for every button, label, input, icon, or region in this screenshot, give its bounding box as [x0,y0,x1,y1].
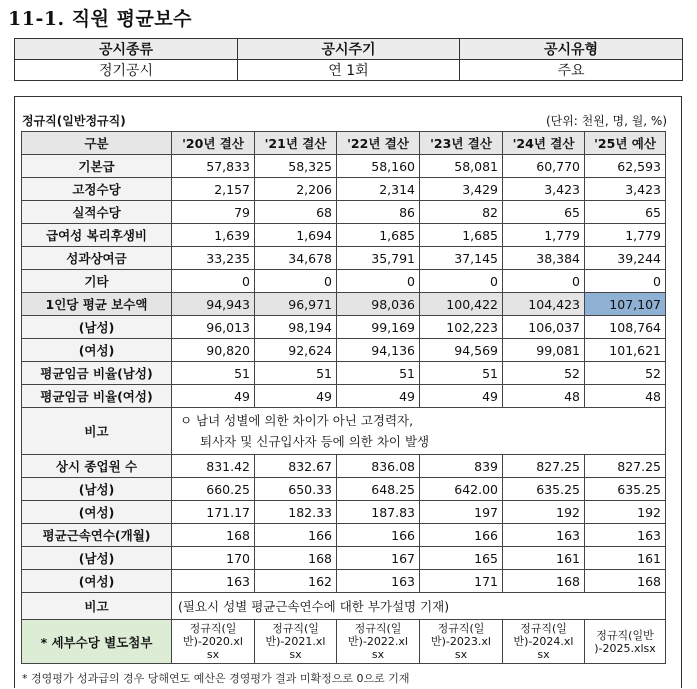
value-cell: 104,423 [503,293,585,316]
attachment-file-name: 반)-2023.xl [431,635,491,648]
value-cell: 192 [503,501,585,524]
value-cell: 197 [420,501,503,524]
value-cell: 168 [585,570,666,593]
table-row [22,247,666,270]
value-cell: 831.42 [172,455,255,478]
salary-table [21,131,666,664]
value-cell: 0 [255,270,337,293]
row-label: (여성) [22,570,172,593]
value-cell: 0 [420,270,503,293]
value-cell: 51 [337,362,420,385]
remark-row [22,593,666,620]
attachment-file-name: sx [206,648,220,661]
row-label: (남성) [22,316,172,339]
year-header: '21년 결산 [255,132,337,155]
value-cell: 57,833 [172,155,255,178]
value-cell: 48 [585,385,666,408]
value-cell: 65 [585,201,666,224]
table-row [22,385,666,408]
value-cell: 58,160 [337,155,420,178]
attachment-file-name: )-2025.xlsx [594,641,656,655]
value-cell: 51 [255,362,337,385]
year-header: '25년 예산 [585,132,666,155]
table-row [22,201,666,224]
selected-value-cell[interactable]: 107,107 [585,293,666,316]
row-label: 실적수당 [22,201,172,224]
value-cell: 68 [255,201,337,224]
value-cell: 49 [172,385,255,408]
remark-text [172,408,666,455]
value-cell: 79 [172,201,255,224]
table-row [22,570,666,593]
row-label: (여성) [22,501,172,524]
value-cell: 99,081 [503,339,585,362]
remark-label: 비고 [22,408,172,455]
value-cell: 100,422 [420,293,503,316]
value-cell: 98,036 [337,293,420,316]
value-cell: 49 [420,385,503,408]
attachment-file-name: 반)-2021.xl [265,635,326,648]
value-cell: 171 [420,570,503,593]
value-cell: 650.33 [255,478,337,501]
value-cell: 90,820 [172,339,255,362]
attachment-file-name: sx [289,648,302,661]
value-cell: 648.25 [337,478,420,501]
value-cell: 2,206 [255,178,337,201]
value-cell: 1,685 [420,224,503,247]
value-cell: 161 [503,547,585,570]
value-cell: 96,013 [172,316,255,339]
value-cell: 192 [585,501,666,524]
value-cell: 52 [585,362,666,385]
value-cell: 92,624 [255,339,337,362]
value-cell: 52 [503,362,585,385]
value-cell: 51 [172,362,255,385]
page-title: 11-1. 직원 평균보수 [8,8,193,30]
value-cell: 635.25 [585,478,666,501]
value-cell: 168 [172,524,255,547]
attachment-file-link[interactable] [337,620,420,664]
value-cell: 836.08 [337,455,420,478]
table-header-row [22,132,666,155]
row-label: 상시 종업원 수 [22,455,172,478]
value-cell: 34,678 [255,247,337,270]
year-header: '24년 결산 [503,132,585,155]
value-cell: 51 [420,362,503,385]
table-row [22,501,666,524]
value-cell: 102,223 [420,316,503,339]
attachment-file-link[interactable] [585,620,666,664]
value-cell: 99,169 [337,316,420,339]
value-cell: 98,194 [255,316,337,339]
table-row [22,455,666,478]
value-cell: 0 [503,270,585,293]
table-row [22,316,666,339]
value-cell: 38,384 [503,247,585,270]
row-label: 급여성 복리후생비 [22,224,172,247]
year-header: '22년 결산 [337,132,420,155]
value-cell: 163 [585,524,666,547]
attachment-file-name: 정규직(일 [520,622,567,635]
row-label: (남성) [22,547,172,570]
table-row [22,362,666,385]
value-cell: 1,685 [337,224,420,247]
attachment-file-name: sx [371,648,385,661]
value-cell: 86 [337,201,420,224]
row-label: (여성) [22,339,172,362]
value-cell: 2,314 [337,178,420,201]
attachment-file-link[interactable] [420,620,503,664]
value-cell: 3,423 [503,178,585,201]
value-cell: 167 [337,547,420,570]
value-cell: 82 [420,201,503,224]
value-cell: 94,136 [337,339,420,362]
attachment-file-name: 정규직(일 [437,622,485,635]
value-cell: 106,037 [503,316,585,339]
value-cell: 1,694 [255,224,337,247]
value-cell: 182.33 [255,501,337,524]
remark-text: (필요시 성별 평균근속연수에 대한 부가설명 기재) [172,593,666,620]
disclosure-header: 공시종류 [15,39,238,60]
disclosure-info-table [14,38,683,81]
value-cell: 1,639 [172,224,255,247]
value-cell: 827.25 [503,455,585,478]
row-label: 1인당 평균 보수액 [22,293,172,316]
value-cell: 187.83 [337,501,420,524]
value-cell: 37,145 [420,247,503,270]
value-cell: 642.00 [420,478,503,501]
value-cell: 163 [337,570,420,593]
value-cell: 33,235 [172,247,255,270]
table-row [22,547,666,570]
value-cell: 171.17 [172,501,255,524]
value-cell: 0 [337,270,420,293]
attachment-file-name: 반)-2024.xl [513,635,574,648]
attachment-file-name: 정규직(일 [354,622,402,635]
value-cell: 35,791 [337,247,420,270]
table-row [22,524,666,547]
disclosure-header: 공시유형 [460,39,683,60]
header-label: 구분 [22,132,172,155]
value-cell: 168 [503,570,585,593]
value-cell: 166 [420,524,503,547]
value-cell: 101,621 [585,339,666,362]
attachment-file-name: 반)-2022.xl [348,635,408,648]
row-label: 평균근속연수(개월) [22,524,172,547]
value-cell: 49 [255,385,337,408]
attachment-row [22,620,666,664]
attachment-file-link[interactable] [255,620,337,664]
table-row [22,224,666,247]
value-cell: 96,971 [255,293,337,316]
row-label: 평균임금 비율(남성) [22,362,172,385]
value-cell: 39,244 [585,247,666,270]
disclosure-header: 공시주기 [238,39,460,60]
value-cell: 162 [255,570,337,593]
attachment-file-name: sx [537,648,550,661]
row-label: (남성) [22,478,172,501]
value-cell: 58,325 [255,155,337,178]
value-cell: 839 [420,455,503,478]
value-cell: 94,943 [172,293,255,316]
attachment-file-name: 정규직(일 [272,622,319,635]
value-cell: 65 [503,201,585,224]
table-row [22,155,666,178]
attachment-label: * 세부수당 별도첨부 [22,620,172,664]
remark-row [22,408,666,455]
value-cell: 60,770 [503,155,585,178]
table-row [22,339,666,362]
value-cell: 2,157 [172,178,255,201]
attachment-file-name: 정규직(일 [189,622,237,635]
remark-line: ㅇ 남녀 성별에 의한 차이가 아닌 고경력자, [180,413,414,428]
value-cell: 108,764 [585,316,666,339]
value-cell: 48 [503,385,585,408]
value-cell: 165 [420,547,503,570]
disclosure-value: 연 1회 [238,60,460,81]
value-cell: 49 [337,385,420,408]
attachment-file-name: 정규직(일반 [596,628,654,642]
attachment-file-link[interactable] [503,620,585,664]
value-cell: 62,593 [585,155,666,178]
value-cell: 1,779 [503,224,585,247]
disclosure-value: 정기공시 [15,60,238,81]
table-row [22,270,666,293]
attachment-file-name: 반)-2020.xl [183,635,243,648]
row-label: 평균임금 비율(여성) [22,385,172,408]
remark-label: 비고 [22,593,172,620]
value-cell: 1,779 [585,224,666,247]
value-cell: 161 [585,547,666,570]
value-cell: 3,423 [585,178,666,201]
row-label: 기타 [22,270,172,293]
value-cell: 166 [337,524,420,547]
table-row [22,478,666,501]
footnote: * 경영평가 성과급의 경우 당해연도 예산은 경영평가 결과 미확정으로 0으로 기재 [22,672,410,685]
value-cell: 166 [255,524,337,547]
value-cell: 168 [255,547,337,570]
unit-note: (단위: 천원, 명, 월, %) [545,114,667,128]
value-cell: 94,569 [420,339,503,362]
table-row [22,178,666,201]
table-caption: 정규직(일반정규직) [22,114,126,128]
year-header: '20년 결산 [172,132,255,155]
disclosure-value: 주요 [460,60,683,81]
value-cell: 0 [585,270,666,293]
avg-pay-row [22,293,666,316]
value-cell: 660.25 [172,478,255,501]
year-header: '23년 결산 [420,132,503,155]
attachment-file-link[interactable] [172,620,255,664]
remark-line: 퇴사자 및 신규입사자 등에 의한 차이 발생 [200,434,430,449]
row-label: 고정수당 [22,178,172,201]
value-cell: 832.67 [255,455,337,478]
row-label: 성과상여금 [22,247,172,270]
value-cell: 170 [172,547,255,570]
value-cell: 3,429 [420,178,503,201]
value-cell: 635.25 [503,478,585,501]
value-cell: 58,081 [420,155,503,178]
row-label: 기본급 [22,155,172,178]
value-cell: 163 [172,570,255,593]
value-cell: 0 [172,270,255,293]
value-cell: 827.25 [585,455,666,478]
attachment-file-name: sx [454,648,468,661]
value-cell: 163 [503,524,585,547]
